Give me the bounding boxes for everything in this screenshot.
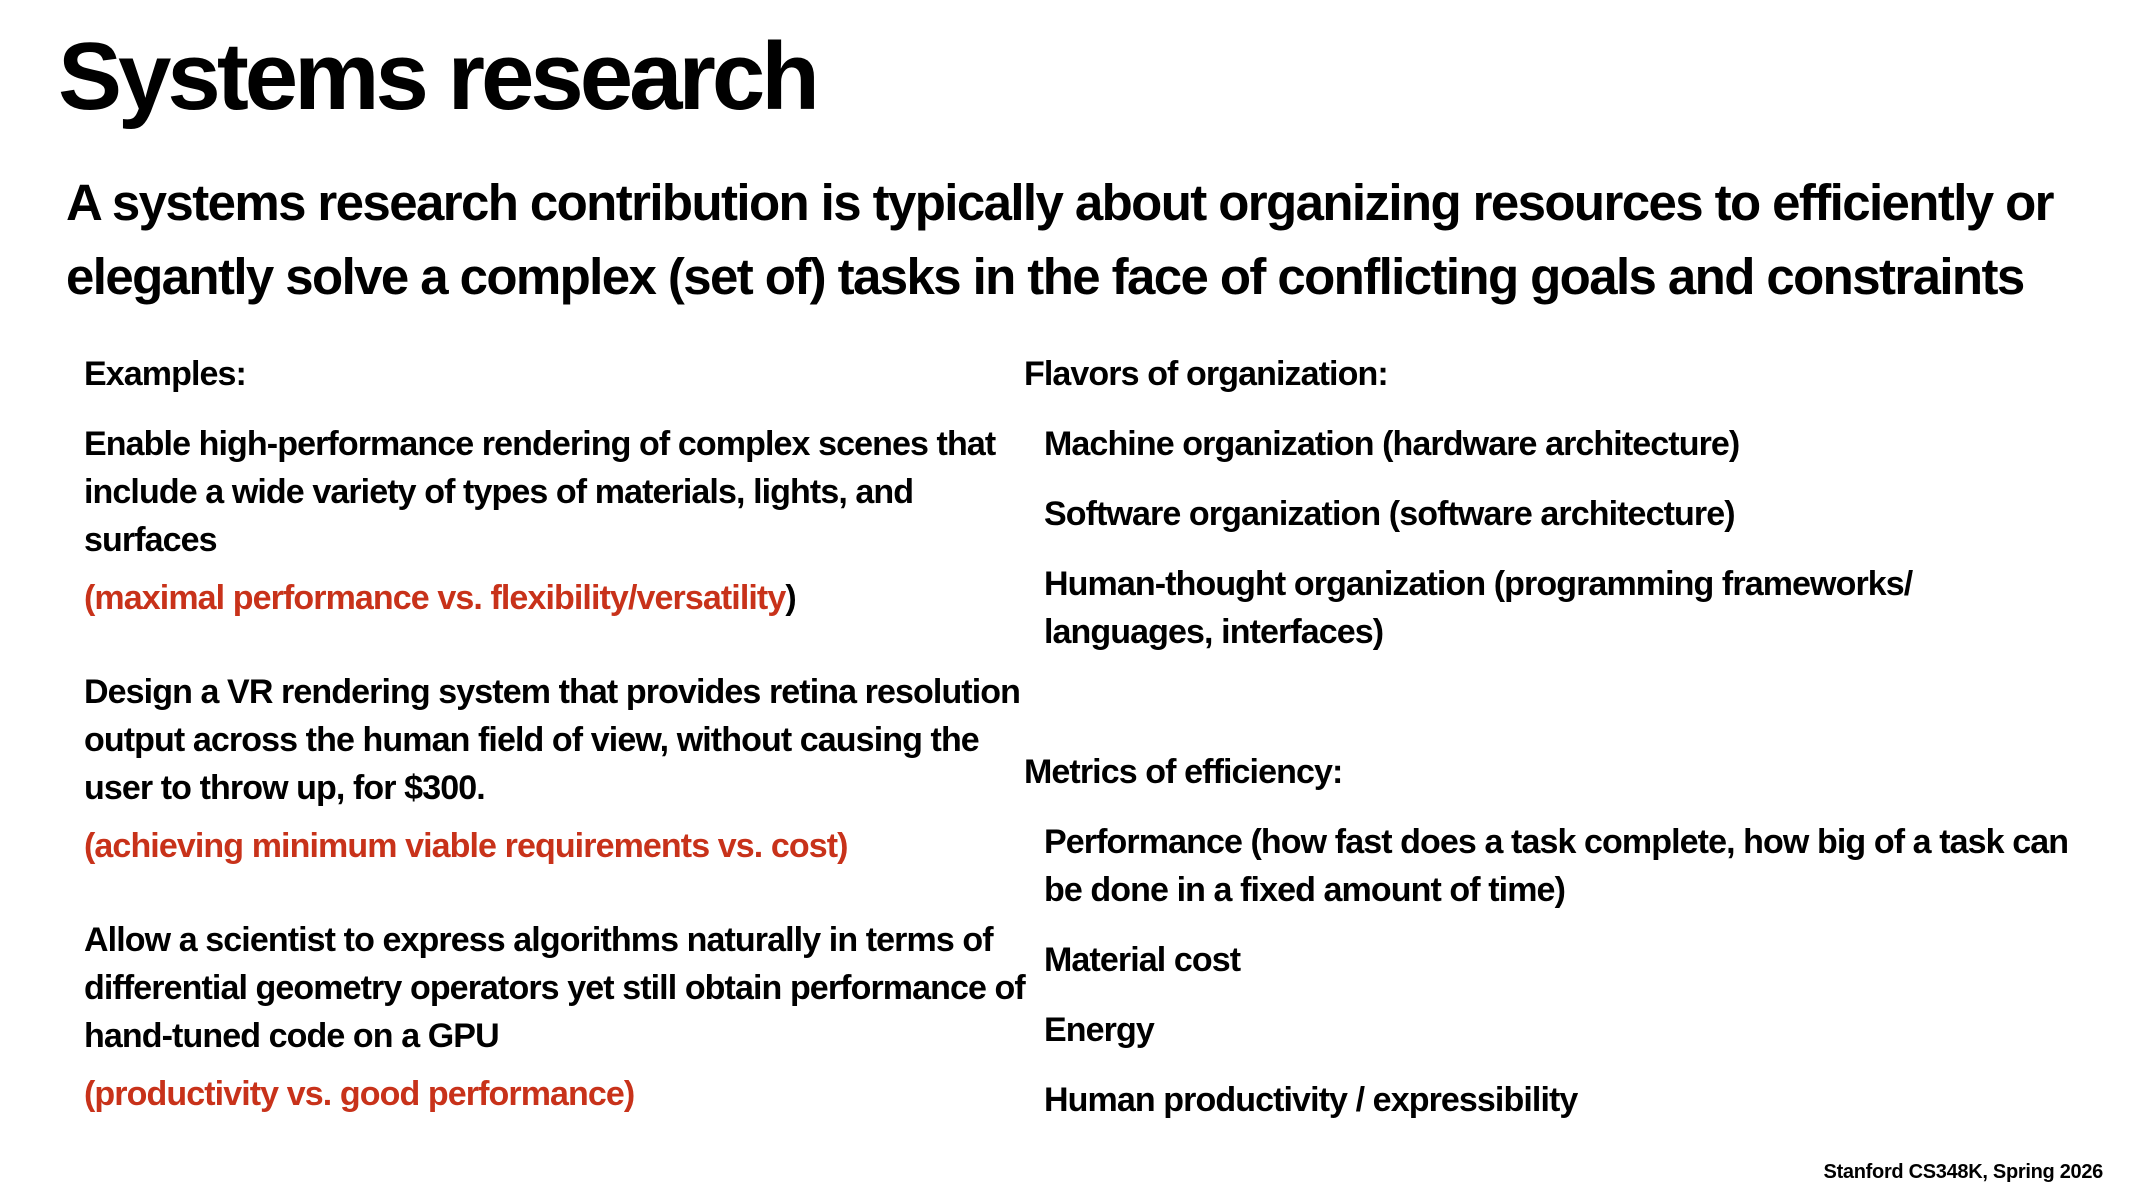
example-2-tradeoff: (achieving minimum viable requirements vs. cost): [84, 827, 848, 865]
metrics-heading: Metrics of efficiency:: [1024, 753, 1343, 791]
example-1-line-3: surfaces: [84, 521, 217, 559]
flavor-item-human-thought-line-2: languages, interfaces): [1044, 613, 1384, 651]
flavor-item-machine: Machine organization (hardware architecture): [1044, 425, 1740, 463]
example-2-line-1: Design a VR rendering system that provides retina resolution: [84, 673, 1021, 711]
example-1-tradeoff-text: (maximal performance vs. flexibility/versatility: [84, 579, 786, 617]
metric-item-material-cost: Material cost: [1044, 941, 1241, 979]
course-footer: Stanford CS348K, Spring 2026: [1823, 1161, 2103, 1183]
example-2-line-2: output across the human field of view, without causing the: [84, 721, 979, 759]
subtitle-line-2: elegantly solve a complex (set of) tasks in the face of conflicting goals and constraints: [66, 248, 2024, 305]
flavor-item-software: Software organization (software architecture): [1044, 495, 1735, 533]
flavors-heading: Flavors of organization:: [1024, 355, 1388, 393]
metric-item-performance-line-2: be done in a fixed amount of time): [1044, 871, 1565, 909]
slide-title: Systems research: [58, 23, 816, 130]
example-3-line-3: hand-tuned code on a GPU: [84, 1017, 499, 1055]
example-1-line-1: Enable high-performance rendering of complex scenes that: [84, 425, 996, 463]
example-1-tradeoff-close: ): [785, 579, 796, 617]
subtitle-line-1: A systems research contribution is typically about organizing resources to efficiently or: [66, 174, 2053, 231]
metric-item-performance-line-1: Performance (how fast does a task complete, how big of a task can: [1044, 823, 2069, 861]
metric-item-human-productivity: Human productivity / expressibility: [1044, 1081, 1578, 1119]
metric-item-energy: Energy: [1044, 1011, 1154, 1049]
examples-heading: Examples:: [84, 355, 246, 393]
slide-subtitle: [66, 166, 2066, 314]
example-3-tradeoff: (productivity vs. good performance): [84, 1075, 635, 1113]
example-1-line-2: include a wide variety of types of materials, lights, and: [84, 473, 914, 511]
example-3-line-2: differential geometry operators yet still obtain performance of: [84, 969, 1025, 1007]
flavor-item-human-thought-line-1: Human-thought organization (programming frameworks/: [1044, 565, 1913, 603]
example-1-tradeoff: [84, 574, 796, 622]
example-2-line-3: user to throw up, for $300.: [84, 769, 485, 807]
example-3-line-1: Allow a scientist to express algorithms naturally in terms of: [84, 921, 993, 959]
